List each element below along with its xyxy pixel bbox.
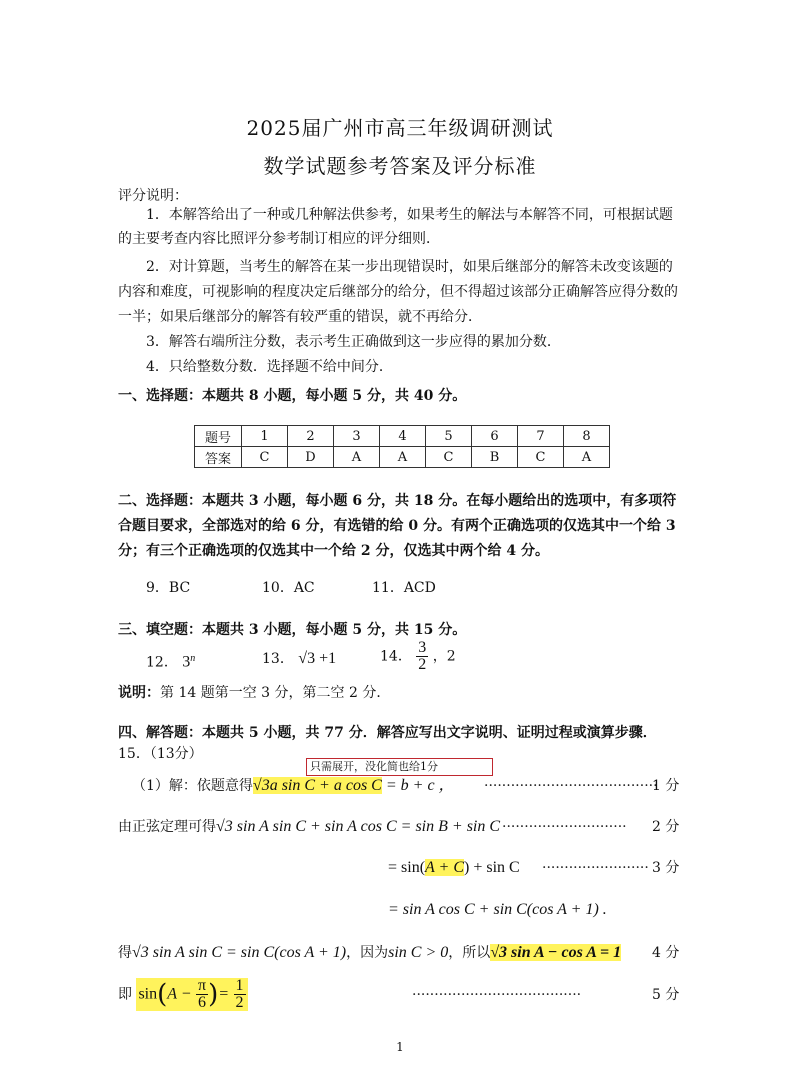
line-3-highlight: A + C [425,859,464,876]
line-5-expr2: sin C > 0 [388,944,449,961]
answer-12-base: 3 [182,653,191,671]
fraction-denominator: 2 [418,656,427,673]
answer-14-rest: ，2 [432,648,456,665]
answer-12-label: 12． [146,654,178,671]
page-number: 1 [396,1040,404,1054]
line-5-prefix: 得 [118,945,132,961]
answer-table [194,425,610,468]
table-cell: 4 [380,426,426,447]
line-5-mid2: ，所以 [448,945,491,961]
line-6-equals: = [218,985,230,1003]
instruction-2: 2．对计算题，当考生的解答在某一步出现错误时，如果后继部分的解答未改变该题的内容和难度，可视影响的程度决定后继部分的给分，但不得超过该部分正确解答应得分数的一半；如果后继部分的解答有较严重的错误，就不再给分． [118,259,678,325]
instructions-heading: 评分说明： [118,188,188,204]
section3-heading: 三、填空题：本题共 3 小题，每小题 5 分，共 15 分。 [118,622,467,638]
answer-13-label: 13． [262,651,294,667]
table-cell: D [288,447,334,468]
answer-12-exponent: n [190,653,196,664]
answer-9: 9．BC [146,580,191,596]
line-2-expr: √3 sin A sin C + sin A cos C = sin B + sin C [216,818,501,835]
fraction-numerator: 1 [235,977,244,994]
table-cell: C [242,447,288,468]
line-6-highlight: sin(A − $\frac{\pi}{6}$ )= $\frac{1}{2}$ [136,978,247,1011]
table-cell: A [334,447,380,468]
table-cell: 3 [334,426,380,447]
table-cell: 5 [426,426,472,447]
line-3-b: ) + sin C [463,859,520,876]
section3-note [118,683,390,703]
page-subtitle: 数学试题参考答案及评分标准 [263,154,537,178]
solution-line-6 [118,978,248,1018]
dot-leader: ························ [542,860,649,876]
instruction-1: 1．本解答给出了一种或几种解法供参考，如果考生的解法与本解答不同，可根据试题的主要考查内容比照评分参考制订相应的评分细则． [118,207,673,247]
dot-leader: ······································· [484,778,658,794]
table-cell: 1 [242,426,288,447]
solution-line-5 [118,943,621,963]
solution-line-1 [132,776,455,796]
pi-over-six-fraction [196,978,208,1011]
one-half-fraction [234,978,246,1011]
question-15-title: 15．（13分） [118,746,203,762]
instruction-4: 4．只给整数分数．选择题不给中间分． [146,359,393,375]
table-cell: C [426,447,472,468]
note-label: 说明： [118,685,160,701]
solution-line-2 [118,817,500,837]
score-1: 1 分 [652,778,680,794]
answer-14-label: 14． [380,648,412,665]
score-4: 4 分 [652,945,680,961]
table-cell: B [472,447,518,468]
table-cell: C [518,447,564,468]
answer-13 [262,649,336,669]
solution-line-4 [388,900,607,920]
line-1-highlight: √3a sin C + a cos C [252,777,382,794]
fraction-numerator: π [198,977,207,994]
line-6-prefix: 即 [118,986,132,1003]
section1-heading: 一、选择题：本题共 8 小题，每小题 5 分，共 40 分。 [118,388,467,404]
score-2: 2 分 [652,819,680,835]
line-5-highlight: √3 sin A − cos A = 1 [490,944,622,961]
dot-leader: ···························· [502,819,627,835]
table-row-label: 题号 [195,426,242,447]
line-1-prefix: （1）解：依题意得 [132,778,253,794]
answer-14 [380,640,456,673]
table-row [195,447,610,468]
section2-heading: 二、选择题：本题共 3 小题，每小题 6 分，共 18 分。在每小题给出的选项中，有多项符合题目要求，全部选对的给 6 分，有选错的给 0 分。有两个正确选项的仅选其中一个给 3 分；有三个正确选项的仅选其中一个给 2 分，仅选其中两个给 4 分。 [118,493,677,559]
answer-12 [146,649,195,673]
table-cell: 7 [518,426,564,447]
line-1-rest: = b + c ， [381,777,455,794]
line-4-expr: = sin A cos C + sin C(cos A + 1) . [388,901,607,918]
answer-13-value: √3 +1 [298,650,337,667]
fraction-denominator: 2 [235,994,244,1011]
grader-annotation-box: 只需展开，没化简也给1分 [306,758,493,776]
instruction-3: 3．解答右端所注分数，表示考生正确做到这一步应得的累加分数． [146,334,561,350]
line-5-expr: √3 sin A sin C = sin C(cos A + 1) [132,944,347,961]
table-cell: 8 [564,426,610,447]
table-cell: 6 [472,426,518,447]
answer-11: 11．ACD [372,580,436,596]
table-cell: A [380,447,426,468]
line-5-mid: ，因为 [346,945,389,961]
table-row [195,426,610,447]
fraction-numerator: 3 [418,639,427,656]
answer-10: 10．AC [262,580,315,596]
line-2-prefix: 由正弦定理可得 [118,819,216,835]
page-title: 2025届广州市高三年级调研测试 [246,116,554,140]
score-5: 5 分 [652,987,680,1003]
score-3: 3 分 [652,860,680,876]
dot-leader: ······································ [412,987,582,1003]
line-3-a: = sin( [388,859,426,876]
section4-heading: 四、解答题：本题共 5 小题，共 77 分．解答应写出文字说明、证明过程或演算步骤． [118,725,657,741]
solution-line-3 [388,858,520,878]
fraction-denominator: 6 [198,994,207,1011]
answer-14-fraction [416,640,428,673]
table-row-label: 答案 [195,447,242,468]
table-cell: A [564,447,610,468]
note-text: 第 14 题第一空 3 分，第二空 2 分． [160,685,391,701]
line-6-sin: sin [138,985,158,1003]
line-6-a-minus: A − [167,985,192,1003]
table-cell: 2 [288,426,334,447]
